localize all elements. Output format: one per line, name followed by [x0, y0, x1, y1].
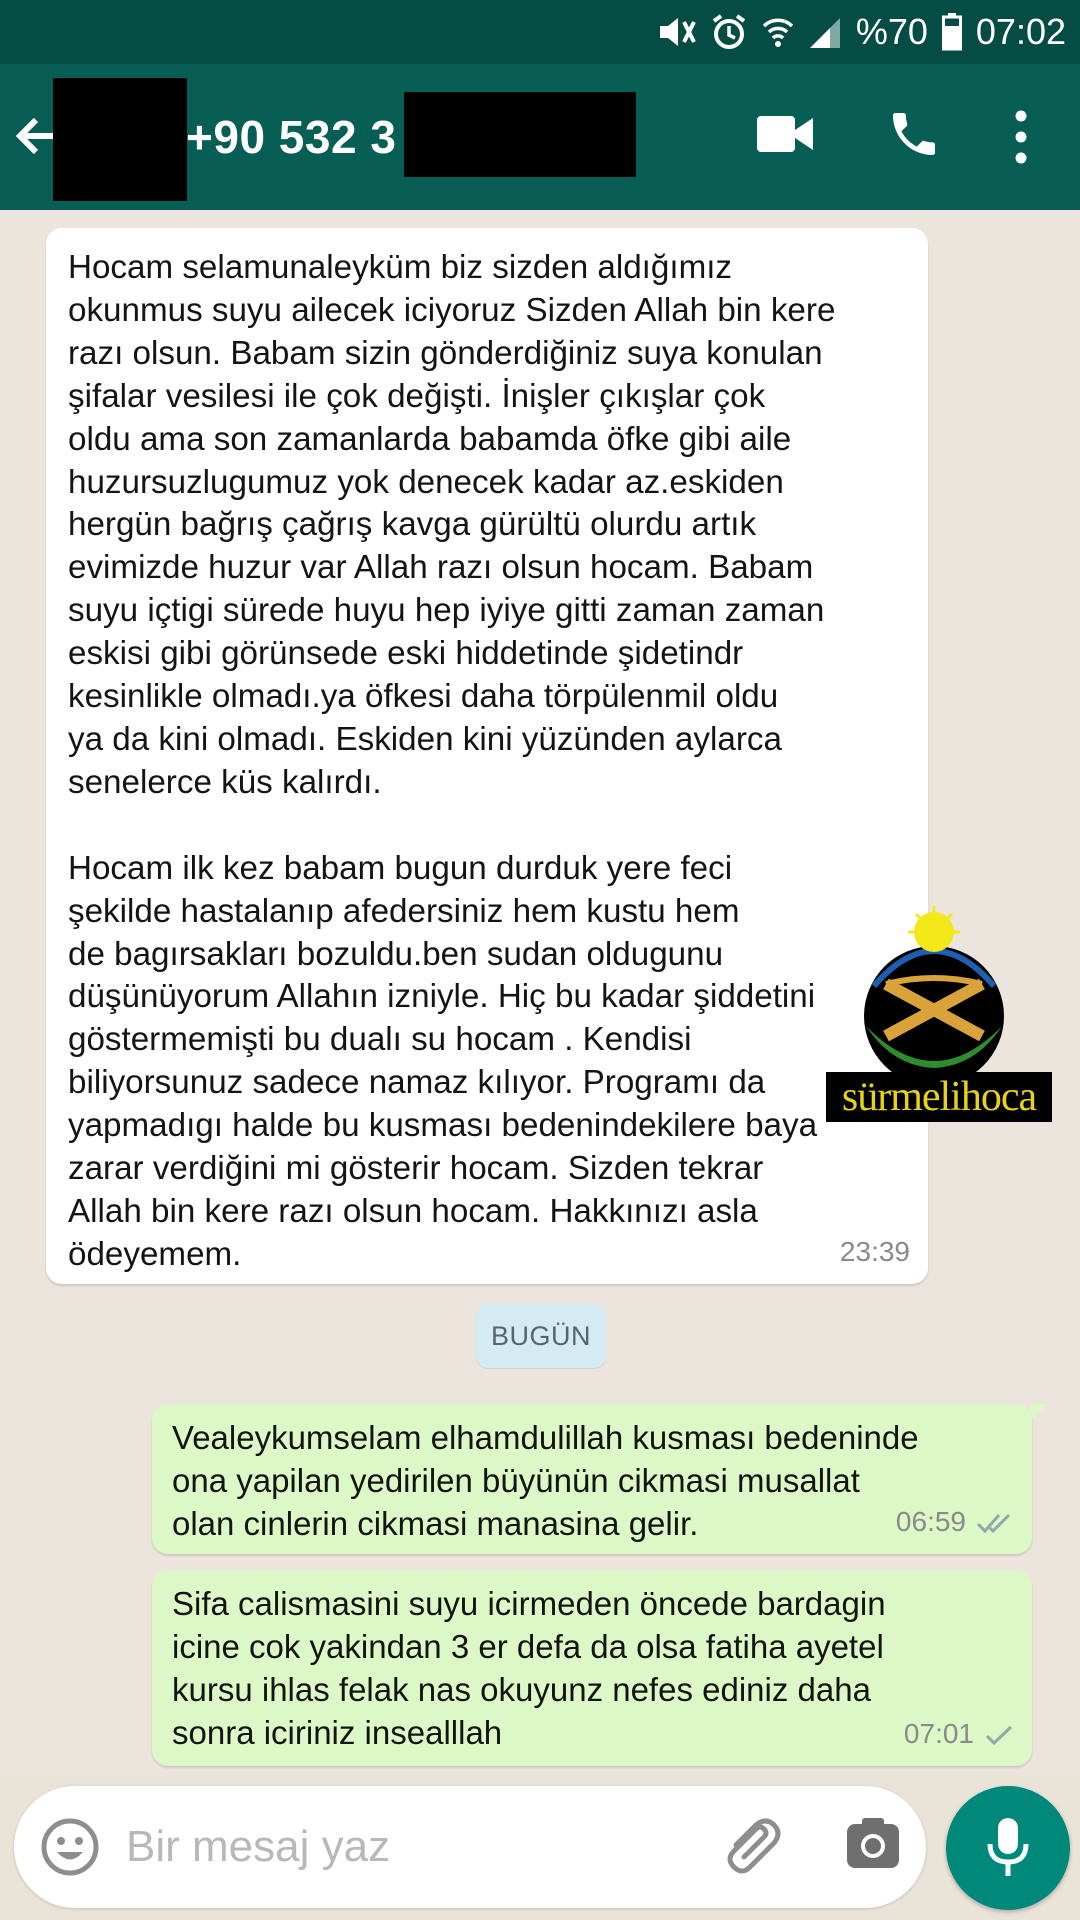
clock-time: 07:02 — [975, 11, 1066, 52]
double-check-icon — [976, 1511, 1014, 1535]
incoming-message-bubble[interactable] — [46, 228, 928, 1284]
more-vertical-icon — [1006, 108, 1036, 166]
message-time: 23:39 — [839, 1236, 910, 1268]
outgoing-message-bubble[interactable] — [152, 1404, 1032, 1554]
watermark-logo — [826, 906, 1052, 1126]
message-time: 07:01 — [903, 1718, 974, 1750]
status-bar — [0, 0, 1080, 64]
voice-record-button[interactable] — [946, 1786, 1070, 1910]
phone-icon — [886, 106, 942, 162]
camera-icon — [844, 1816, 902, 1874]
overflow-menu-button[interactable] — [1006, 108, 1036, 166]
watermark-text: sürmelihoca — [841, 1074, 1037, 1120]
quran-stand-logo-icon — [826, 906, 1052, 1076]
emoji-button[interactable] — [40, 1817, 100, 1877]
outgoing-message-bubble[interactable] — [152, 1570, 1032, 1766]
watermark-caption — [826, 1072, 1052, 1122]
date-divider: BUGÜN — [476, 1304, 606, 1368]
chat-header — [0, 64, 1080, 210]
battery-percent: %70 — [855, 11, 928, 52]
status-icons — [656, 0, 1066, 64]
signal-icon — [808, 14, 842, 50]
message-meta — [896, 1501, 1014, 1544]
message-text: Sifa calismasini suyu icirmeden öncede bardagin icine cok yakindan 3 er defa da olsa fatiha ayetel kursu ihlas felak nas okuyunz nefes ediniz daha sonra iciriniz insealllah — [172, 1585, 886, 1751]
paperclip-icon — [722, 1815, 782, 1879]
message-meta — [840, 1231, 910, 1274]
emoji-icon — [40, 1817, 100, 1877]
contact-avatar-redacted[interactable] — [53, 78, 187, 201]
microphone-icon — [984, 1816, 1032, 1880]
message-composer — [0, 1776, 1080, 1920]
input-pill — [14, 1786, 926, 1908]
message-text: Vealeykumselam elhamdulillah kusması bedeninde ona yapilan yedirilen büyünün cikmasi musallat olan cinlerin cikmasi manasina gelir. — [172, 1419, 919, 1542]
contact-title[interactable]: +90 532 3 — [186, 111, 397, 163]
message-meta — [904, 1713, 1014, 1756]
battery-icon — [942, 13, 962, 51]
chat-area[interactable] — [0, 210, 1080, 1776]
mute-icon — [656, 14, 696, 50]
camera-button[interactable] — [844, 1816, 902, 1874]
message-time: 06:59 — [895, 1506, 966, 1538]
attach-button[interactable] — [722, 1815, 782, 1879]
message-text: Hocam selamunaleyküm biz sizden aldığımız okunmus suyu ailecek iciyoruz Sizden Allah bin kere razı olsun. Babam sizin gönderdiğiniz suya konulan şifalar vesilesi ile çok değişti. İnişler çıkışlar çok oldu ama son zamanlarda babamda öfke gibi aile huzursuzlugumuz yok denecek kadar az.eskiden hergün bağrış çağrış kavga gürültü olurdu artık evimizde huzur var Allah razı olsun hocam. Babam suyu içtigi sürede huyu hep iyiye gitti zaman zaman eskisi gibi görünsede eski hiddetinde şidetindr kesinlikle olmadı.ya öfkesi daha törpülenmil oldu ya da kini olmadı. Eskiden kini yüzünden aylarca senelerce küs kalırdı. Hocam ilk kez babam bugun durduk yere feci şekilde hastalanıp afedersiniz hem kustu hem de bagırsakları bozuldu.ben sudan oldugunu düşünüyorum Allahın izniyle. Hiç bu kadar şiddetini göstermemişti bu dualı su hocam . Kendisi biliyorsunuz sadece namaz kılıyor. Programı da yapmadıgı halde bu kusması bedenindekilere baya zarar verdiğini mi gösterir hocam. Sizden tekrar Allah bin kere razı olsun hocam. Hakkınızı asla ödeyemem. — [68, 249, 836, 1273]
bubble-tail — [1030, 1404, 1048, 1422]
single-check-icon — [984, 1723, 1014, 1747]
alarm-icon — [710, 13, 748, 51]
video-call-button[interactable] — [755, 112, 815, 156]
video-call-icon — [755, 112, 815, 156]
wifi-icon — [762, 14, 794, 50]
contact-number-redacted — [404, 92, 636, 177]
voice-call-button[interactable] — [886, 106, 942, 162]
message-input[interactable] — [126, 1786, 686, 1908]
